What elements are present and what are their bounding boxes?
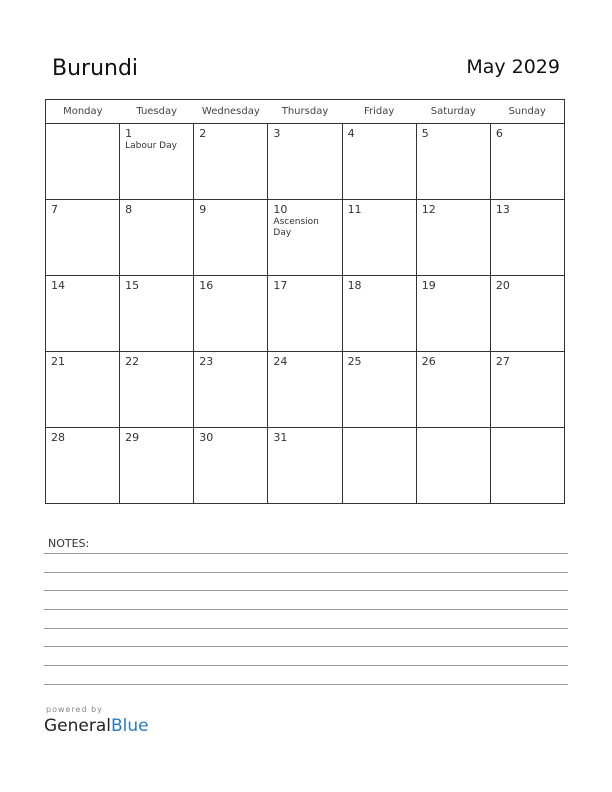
day-number: 17: [273, 279, 288, 292]
day-number: 11: [347, 203, 362, 216]
day-number: 4: [347, 127, 355, 140]
day-number: 31: [273, 431, 288, 444]
day-cell: [416, 352, 490, 428]
day-number: 24: [273, 355, 288, 368]
day-cell: [342, 276, 416, 352]
day-number: 10: [273, 203, 288, 216]
generalblue-logo[interactable]: [44, 716, 149, 736]
day-cell: [416, 276, 490, 352]
day-number: 8: [125, 203, 133, 216]
day-cell: [416, 124, 490, 200]
day-cell: [268, 200, 342, 276]
day-cell: [490, 276, 564, 352]
day-cell: [268, 124, 342, 200]
weekday-monday: Monday: [46, 100, 120, 124]
week-row: [46, 124, 565, 200]
day-number: 13: [495, 203, 510, 216]
day-cell: [194, 200, 268, 276]
notes-line: [44, 684, 568, 685]
notes-label: NOTES:: [48, 537, 90, 550]
holiday-label: Labour Day: [125, 141, 177, 151]
day-number: 7: [51, 203, 58, 216]
day-cell: [120, 276, 194, 352]
day-number: 29: [125, 431, 140, 444]
day-number: 9: [199, 203, 207, 216]
day-cell: [342, 352, 416, 428]
week-row: [46, 276, 565, 352]
week-row: [46, 200, 565, 276]
day-cell: [268, 352, 342, 428]
day-cell: [342, 200, 416, 276]
day-number: 16: [199, 279, 214, 292]
day-number: 1: [125, 127, 133, 140]
day-cell: [46, 200, 120, 276]
day-number: 23: [199, 355, 214, 368]
notes-line: [44, 553, 568, 554]
day-cell: [490, 352, 564, 428]
brand-blue: Blue: [111, 716, 149, 736]
month-title: May 2029: [466, 56, 560, 78]
day-number: 12: [421, 203, 436, 216]
day-number: 5: [421, 127, 429, 140]
notes-line: [44, 628, 568, 629]
weekday-header-row: [46, 100, 565, 124]
day-cell: [268, 428, 342, 504]
day-cell: [416, 428, 490, 504]
week-row: [46, 428, 565, 504]
weekday-tuesday: Tuesday: [120, 100, 194, 124]
week-row: [46, 352, 565, 428]
calendar-grid: [45, 99, 565, 504]
notes-line: [44, 665, 568, 666]
day-number: 28: [51, 431, 65, 444]
day-cell: [490, 124, 564, 200]
day-cell: [416, 200, 490, 276]
day-cell: [46, 428, 120, 504]
day-cell: [342, 124, 416, 200]
day-number: 18: [347, 279, 362, 292]
day-cell: [46, 352, 120, 428]
day-cell: [120, 428, 194, 504]
weekday-wednesday: Wednesday: [194, 100, 268, 124]
weekday-saturday: Saturday: [416, 100, 490, 124]
day-number: 20: [495, 279, 510, 292]
day-cell: [120, 352, 194, 428]
day-number: 3: [273, 127, 281, 140]
day-number: 19: [421, 279, 436, 292]
brand-general: General: [44, 716, 111, 736]
day-cell: [46, 124, 120, 200]
day-number: 21: [51, 355, 65, 368]
day-number: 2: [199, 127, 207, 140]
powered-by-text: powered by: [46, 705, 103, 714]
weekday-thursday: Thursday: [268, 100, 342, 124]
notes-line: [44, 646, 568, 647]
day-cell: [342, 428, 416, 504]
day-cell: [120, 200, 194, 276]
day-number: 15: [125, 279, 140, 292]
day-number: 6: [495, 127, 503, 140]
day-cell: [120, 124, 194, 200]
notes-line: [44, 572, 568, 573]
day-cell: [194, 352, 268, 428]
day-cell: [490, 428, 564, 504]
day-number: 25: [347, 355, 362, 368]
day-number: 14: [51, 279, 65, 292]
weekday-sunday: Sunday: [490, 100, 564, 124]
day-number: 22: [125, 355, 140, 368]
country-title: Burundi: [52, 56, 139, 81]
day-cell: [46, 276, 120, 352]
day-cell: [194, 428, 268, 504]
day-cell: [194, 124, 268, 200]
day-cell: [268, 276, 342, 352]
day-cell: [194, 276, 268, 352]
day-number: 27: [495, 355, 510, 368]
day-number: 30: [199, 431, 214, 444]
day-number: 26: [421, 355, 436, 368]
notes-line: [44, 590, 568, 591]
weekday-friday: Friday: [342, 100, 416, 124]
day-cell: [490, 200, 564, 276]
notes-line: [44, 609, 568, 610]
holiday-label: Ascension Day: [273, 217, 319, 238]
